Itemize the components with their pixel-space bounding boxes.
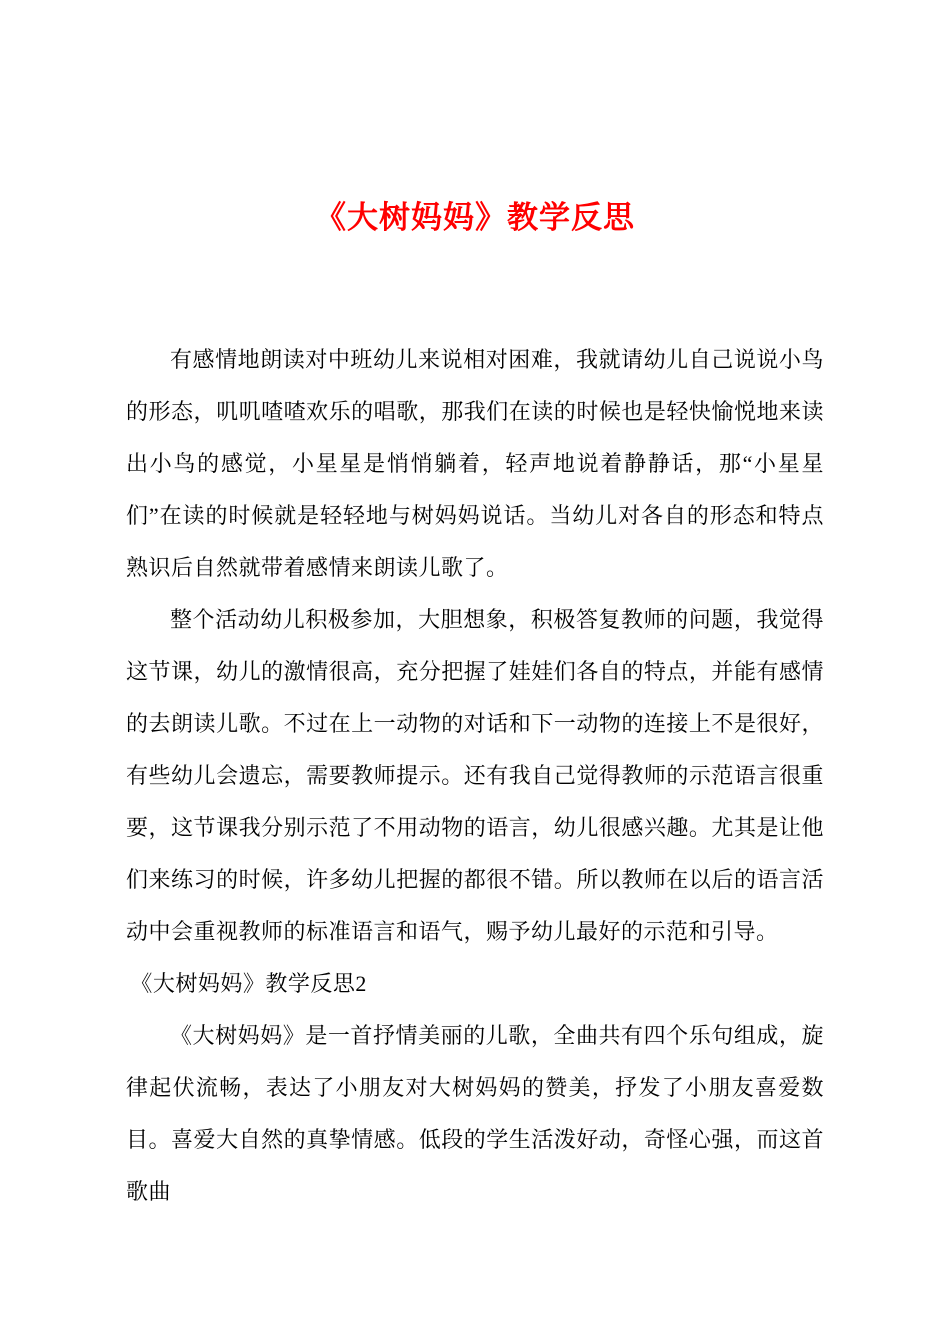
paragraph: 《大树妈妈》是一首抒情美丽的儿歌，全曲共有四个乐句组成，旋律起伏流畅，表达了小朋友对大树妈妈的赞美，抒发了小朋友喜爱数目。喜爱大自然的真挚情感。低段的学生活泼好动，奇怪心强，而这首歌曲 [126,1023,824,1205]
document-body [126,334,824,1218]
paragraph: 整个活动幼儿积极参加，大胆想象，积极答复教师的问题，我觉得这节课，幼儿的激情很高，充分把握了娃娃们各自的特点，并能有感情的去朗读儿歌。不过在上一动物的对话和下一动物的连接上不是很好，有些幼儿会遗忘，需要教师提示。还有我自己觉得教师的示范语言很重要，这节课我分别示范了不用动物的语言，幼儿很感兴趣。尤其是让他们来练习的时候，许多幼儿把握的都很不错。所以教师在以后的语言活动中会重视教师的标准语言和语气，赐予幼儿最好的示范和引导。 [126,607,824,945]
document-title: 《大树妈妈》教学反思 [315,200,635,235]
paragraph: 有感情地朗读对中班幼儿来说相对困难，我就请幼儿自己说说小鸟的形态，叽叽喳喳欢乐的唱歌，那我们在读的时候也是轻快愉悦地来读出小鸟的感觉，小星星是悄悄躺着，轻声地说着静静话，那“小星星们”在读的时候就是轻轻地与树妈妈说话。当幼儿对各自的形态和特点熟识后自然就带着感情来朗读儿歌了。 [126,347,824,581]
paragraph-subheading: 《大树妈妈》教学反思2 [130,971,367,997]
